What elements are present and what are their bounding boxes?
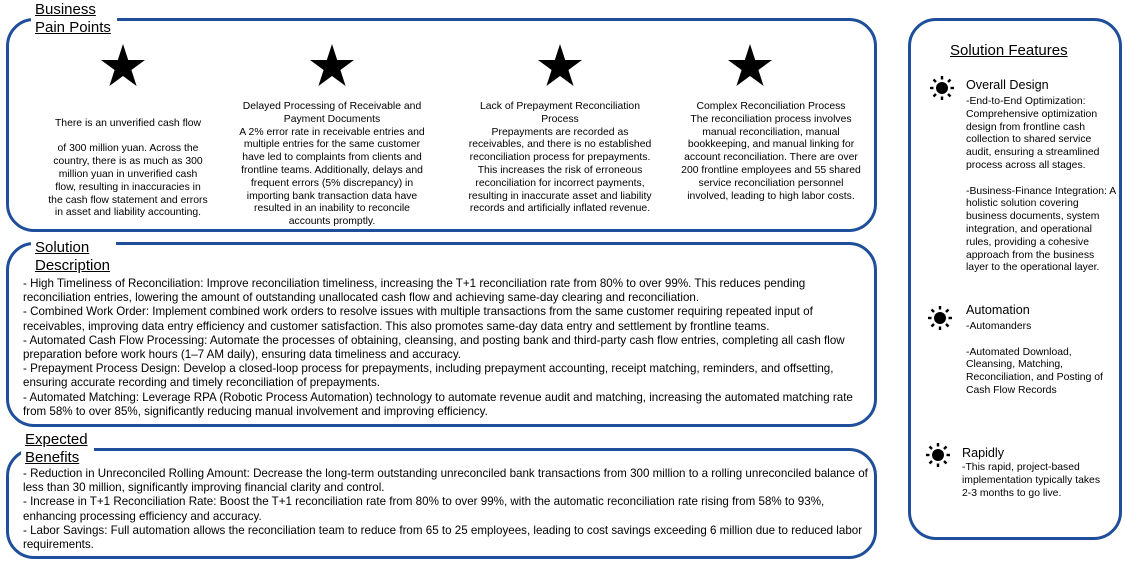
feature-rapidly-title: Rapidly xyxy=(962,446,1004,460)
pain-points-heading-line2: Pain Points xyxy=(35,19,111,36)
sun-icon xyxy=(926,443,950,467)
expected-benefit-item: - Labor Savings: Full automation allows the reconciliation team to reduce from 65 to 25 employees, leading to cost savings exceeding 6 million due to reduced labor requirements. xyxy=(23,523,863,552)
pain-point-4 xyxy=(681,101,861,203)
feature-rapidly-text: -This rapid, project-based implementation typically takes 2-3 months to go live. xyxy=(962,462,1101,499)
solution-description-heading xyxy=(31,239,116,275)
pain-point-3-title: Lack of Prepayment Reconciliation Process xyxy=(480,101,640,125)
star-icon xyxy=(726,42,774,90)
solution-description-heading-line2: Description xyxy=(35,257,111,274)
feature-overall-design-title: Overall Design xyxy=(966,78,1049,92)
expected-benefits-heading-line1: Expected xyxy=(25,431,88,448)
solution-description-item: - High Timeliness of Reconciliation: Improve reconciliation timeliness, increasing the T+1 reconciliation rate from 80% to over 99%. This reduces pending reconciliation entries, lowering the amount of outstanding unallocated cash flow and achieving same-day clearing and reconciliation. xyxy=(23,277,806,305)
star-icon xyxy=(536,42,584,90)
solution-description-item: - Prepayment Process Design: Develop a closed-loop process for prepayments, including prepayment accounting, receipt matching, reminders, and offsetting, ensuring accurate recording and timely reconciliation of prepayments. xyxy=(23,362,834,390)
expected-benefits-heading xyxy=(21,431,94,467)
star-icon xyxy=(99,42,147,90)
pain-point-2-title: Delayed Processing of Receivable and Payment Documents xyxy=(242,101,422,125)
solution-description-item: - Combined Work Order: Implement combined work orders to resolve issues with multiple transactions from the same customer requiring repeated input of receivables, improving data entry efficiency and customer satisfaction. This also promotes same-day data entry and settlement by frontline teams. xyxy=(23,305,813,333)
sun-icon xyxy=(930,76,954,100)
expected-benefits-body xyxy=(23,467,868,552)
pain-point-3 xyxy=(463,101,657,216)
solution-description-body xyxy=(23,277,868,419)
sun-icon xyxy=(928,306,952,330)
star-icon xyxy=(308,42,356,90)
solution-description-item: - Automated Matching: Leverage RPA (Robotic Process Automation) technology to automate revenue audit and matching, increasing the automated matching rate from 58% to over 85%, significantly reducing manual involvement and improving efficiency. xyxy=(23,390,853,418)
solution-features-heading: Solution Features xyxy=(950,42,1068,59)
pain-point-1-text: There is an unverified cash flow of 300 million yuan. Across the country, there is as much as 300 million yuan in unverified cash flow, resulting in inaccuracies in the cash flow statement and errors in asset and liability accounting. xyxy=(48,117,208,219)
feature-automation-text: -Automanders -Automated Download, Cleansing, Matching, Reconciliation, and Posting of Cash Flow Records xyxy=(966,321,1103,396)
pain-points-heading-line1: Business xyxy=(35,1,96,18)
expected-benefits-heading-line2: Benefits xyxy=(25,449,80,466)
expected-benefit-item: - Increase in T+1 Reconciliation Rate: Boost the T+1 reconciliation rate from 80% to over 99%, with the automatic reconciliation rate rising from 58% to 93%, enhancing processing efficiency and accuracy. xyxy=(23,495,825,523)
expected-benefit-item: - Reduction in Unreconciled Rolling Amount: Decrease the long-term outstanding unreconciled bank transactions from 300 million to a rolling unreconciled balance of less than 30 million, significantly improving financial clarity and control. xyxy=(23,467,868,495)
solution-description-item: - Automated Cash Flow Processing: Automate the processes of obtaining, cleansing, and posting bank and third-party cash flow entries, completing all cash flow preparation before work hours (1–7 AM daily), ensuring data timeliness and accuracy. xyxy=(23,333,845,362)
pain-point-2 xyxy=(232,101,432,229)
pain-point-4-title: Complex Reconciliation Process xyxy=(696,101,846,112)
pain-points-heading xyxy=(31,1,117,37)
feature-overall-design-text: -End-to-End Optimization: Comprehensive optimization design from frontline cash collection to shared service audit, ensuring a streamlined process across all stages. -Business-Finance Integration: A holistic solution covering business documents, system integration, and operational rules, providing a cohesive approach from the business layer to the operational layer. xyxy=(966,96,1116,274)
pain-point-4-text: The reconciliation process involves manual reconciliation, manual bookkeeping, and manual linking for account reconciliation. There are over 200 frontline employees and 55 shared service reconciliation personnel involved, leading to high labor costs. xyxy=(681,113,861,202)
feature-automation-title: Automation xyxy=(966,303,1030,317)
pain-point-2-text: A 2% error rate in receivable entries and multiple entries for the same customer have led to complaints from clients and frontline teams. Additionally, delays and frequent errors (5% discrepancy) in importing bank transaction data have resulted in an inability to reconcile accounts promptly. xyxy=(239,126,425,228)
pain-point-3-text: Prepayments are recorded as receivables, and there is no established reconciliation process for prepayments. This increases the risk of erroneous reconciliation for incorrect payments, resulting in inaccurate asset and liability records and artificially inflated revenue. xyxy=(468,126,652,215)
solution-description-heading-line1: Solution xyxy=(35,239,90,256)
pain-point-1 xyxy=(48,105,208,233)
